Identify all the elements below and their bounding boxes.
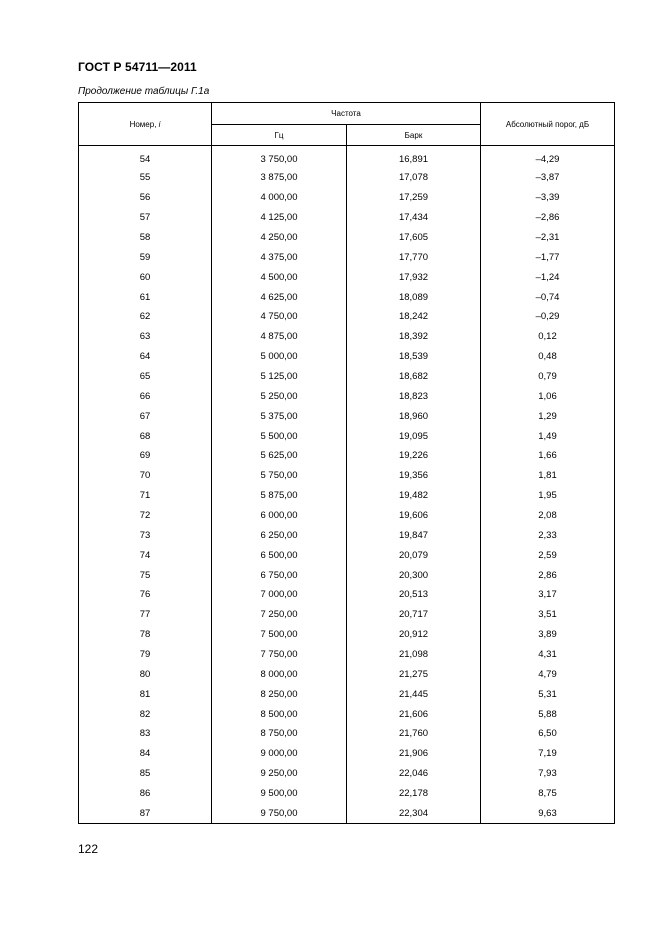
cell-hz: 9 250,00 (212, 764, 347, 784)
cell-number: 57 (79, 208, 212, 228)
cell-bark: 18,539 (347, 347, 481, 367)
cell-bark: 21,445 (347, 684, 481, 704)
cell-number: 86 (79, 784, 212, 804)
cell-number: 62 (79, 307, 212, 327)
table-row (79, 347, 615, 367)
cell-threshold: 2,08 (481, 506, 615, 526)
cell-number: 71 (79, 486, 212, 506)
cell-hz: 8 000,00 (212, 664, 347, 684)
cell-threshold: 3,51 (481, 605, 615, 625)
cell-threshold: 2,86 (481, 565, 615, 585)
cell-bark: 21,760 (347, 724, 481, 744)
table-row (79, 188, 615, 208)
cell-number: 60 (79, 267, 212, 287)
cell-hz: 4 500,00 (212, 267, 347, 287)
cell-hz: 5 625,00 (212, 446, 347, 466)
cell-threshold: –2,86 (481, 208, 615, 228)
column-header-threshold: Абсолютный порог, дБ (481, 103, 615, 146)
cell-bark: 17,770 (347, 247, 481, 267)
cell-hz: 5 000,00 (212, 347, 347, 367)
table-row (79, 625, 615, 645)
cell-number: 84 (79, 744, 212, 764)
table-row (79, 486, 615, 506)
cell-number: 76 (79, 585, 212, 605)
cell-bark: 21,098 (347, 645, 481, 665)
cell-hz: 9 750,00 (212, 804, 347, 824)
cell-number: 54 (79, 146, 212, 169)
cell-number: 81 (79, 684, 212, 704)
cell-threshold: 3,89 (481, 625, 615, 645)
cell-number: 78 (79, 625, 212, 645)
cell-threshold: 2,59 (481, 545, 615, 565)
table-row (79, 764, 615, 784)
table-row (79, 327, 615, 347)
cell-bark: 22,046 (347, 764, 481, 784)
table-row (79, 585, 615, 605)
cell-threshold: 0,79 (481, 367, 615, 387)
table-row (79, 426, 615, 446)
cell-threshold: 5,88 (481, 704, 615, 724)
cell-threshold: 1,81 (481, 466, 615, 486)
cell-hz: 5 500,00 (212, 426, 347, 446)
cell-threshold: 2,33 (481, 525, 615, 545)
cell-hz: 4 375,00 (212, 247, 347, 267)
cell-bark: 17,932 (347, 267, 481, 287)
cell-bark: 17,605 (347, 228, 481, 248)
cell-number: 63 (79, 327, 212, 347)
cell-threshold: 6,50 (481, 724, 615, 744)
cell-hz: 4 750,00 (212, 307, 347, 327)
cell-bark: 19,226 (347, 446, 481, 466)
cell-number: 70 (79, 466, 212, 486)
cell-bark: 18,392 (347, 327, 481, 347)
cell-threshold: 1,49 (481, 426, 615, 446)
table-row (79, 605, 615, 625)
table-row (79, 228, 615, 248)
table-row (79, 287, 615, 307)
table-row (79, 804, 615, 824)
cell-threshold: 5,31 (481, 684, 615, 704)
cell-bark: 20,717 (347, 605, 481, 625)
cell-number: 65 (79, 367, 212, 387)
cell-hz: 5 750,00 (212, 466, 347, 486)
cell-hz: 3 875,00 (212, 168, 347, 188)
cell-number: 66 (79, 386, 212, 406)
cell-threshold: –2,31 (481, 228, 615, 248)
cell-bark: 17,078 (347, 168, 481, 188)
table-row (79, 247, 615, 267)
table-row (79, 525, 615, 545)
cell-bark: 21,606 (347, 704, 481, 724)
cell-bark: 20,513 (347, 585, 481, 605)
cell-threshold: 1,95 (481, 486, 615, 506)
cell-bark: 21,275 (347, 664, 481, 684)
cell-hz: 8 250,00 (212, 684, 347, 704)
table-row (79, 565, 615, 585)
cell-number: 72 (79, 506, 212, 526)
threshold-table (78, 102, 615, 824)
cell-number: 58 (79, 228, 212, 248)
document-title: ГОСТ Р 54711—2011 (78, 60, 197, 74)
cell-bark: 18,960 (347, 406, 481, 426)
cell-threshold: 1,29 (481, 406, 615, 426)
cell-bark: 20,300 (347, 565, 481, 585)
cell-bark: 22,304 (347, 804, 481, 824)
cell-hz: 4 625,00 (212, 287, 347, 307)
cell-hz: 5 375,00 (212, 406, 347, 426)
cell-hz: 6 750,00 (212, 565, 347, 585)
table-row (79, 784, 615, 804)
cell-threshold: 4,79 (481, 664, 615, 684)
cell-bark: 17,434 (347, 208, 481, 228)
cell-hz: 3 750,00 (212, 146, 347, 169)
cell-hz: 7 500,00 (212, 625, 347, 645)
cell-threshold: –1,77 (481, 247, 615, 267)
cell-hz: 7 750,00 (212, 645, 347, 665)
table-row (79, 545, 615, 565)
cell-bark: 19,095 (347, 426, 481, 446)
table-row (79, 724, 615, 744)
cell-threshold: –3,87 (481, 168, 615, 188)
cell-threshold: –3,39 (481, 188, 615, 208)
cell-threshold: 0,48 (481, 347, 615, 367)
cell-bark: 19,356 (347, 466, 481, 486)
cell-bark: 19,482 (347, 486, 481, 506)
cell-threshold: –0,74 (481, 287, 615, 307)
cell-hz: 6 000,00 (212, 506, 347, 526)
cell-number: 69 (79, 446, 212, 466)
cell-bark: 16,891 (347, 146, 481, 169)
table-row (79, 146, 615, 169)
table-row (79, 664, 615, 684)
cell-number: 68 (79, 426, 212, 446)
table-row (79, 208, 615, 228)
cell-bark: 18,823 (347, 386, 481, 406)
cell-number: 77 (79, 605, 212, 625)
table-row (79, 406, 615, 426)
cell-number: 80 (79, 664, 212, 684)
cell-bark: 19,606 (347, 506, 481, 526)
cell-hz: 5 125,00 (212, 367, 347, 387)
cell-threshold: 1,06 (481, 386, 615, 406)
cell-threshold: –0,29 (481, 307, 615, 327)
page-number: 122 (78, 842, 99, 856)
table-row (79, 267, 615, 287)
cell-hz: 4 875,00 (212, 327, 347, 347)
cell-hz: 7 000,00 (212, 585, 347, 605)
table-row (79, 704, 615, 724)
cell-number: 64 (79, 347, 212, 367)
cell-threshold: –1,24 (481, 267, 615, 287)
cell-threshold: 0,12 (481, 327, 615, 347)
cell-hz: 9 500,00 (212, 784, 347, 804)
cell-bark: 18,682 (347, 367, 481, 387)
table-row (79, 684, 615, 704)
table-row (79, 367, 615, 387)
table-row (79, 386, 615, 406)
column-header-hz: Гц (212, 125, 347, 146)
cell-number: 59 (79, 247, 212, 267)
cell-hz: 4 000,00 (212, 188, 347, 208)
column-header-bark: Барк (347, 125, 481, 146)
table-caption: Продолжение таблицы Г.1а (78, 86, 210, 97)
cell-number: 67 (79, 406, 212, 426)
table-row (79, 307, 615, 327)
cell-hz: 6 500,00 (212, 545, 347, 565)
cell-number: 56 (79, 188, 212, 208)
cell-threshold: 9,63 (481, 804, 615, 824)
cell-bark: 20,912 (347, 625, 481, 645)
table-row (79, 645, 615, 665)
table-row (79, 168, 615, 188)
cell-threshold: 1,66 (481, 446, 615, 466)
cell-number: 75 (79, 565, 212, 585)
cell-number: 74 (79, 545, 212, 565)
cell-number: 82 (79, 704, 212, 724)
cell-bark: 18,089 (347, 287, 481, 307)
cell-bark: 21,906 (347, 744, 481, 764)
cell-bark: 20,079 (347, 545, 481, 565)
table-row (79, 446, 615, 466)
cell-hz: 5 250,00 (212, 386, 347, 406)
cell-number: 61 (79, 287, 212, 307)
table-row (79, 506, 615, 526)
cell-bark: 22,178 (347, 784, 481, 804)
table-row (79, 744, 615, 764)
cell-hz: 5 875,00 (212, 486, 347, 506)
column-header-frequency: Частота (212, 103, 481, 125)
cell-hz: 6 250,00 (212, 525, 347, 545)
cell-bark: 19,847 (347, 525, 481, 545)
cell-hz: 9 000,00 (212, 744, 347, 764)
cell-hz: 8 500,00 (212, 704, 347, 724)
cell-number: 85 (79, 764, 212, 784)
cell-bark: 17,259 (347, 188, 481, 208)
cell-hz: 4 125,00 (212, 208, 347, 228)
cell-threshold: 4,31 (481, 645, 615, 665)
cell-bark: 18,242 (347, 307, 481, 327)
cell-hz: 4 250,00 (212, 228, 347, 248)
table-body (79, 146, 615, 824)
cell-threshold: 8,75 (481, 784, 615, 804)
cell-threshold: –4,29 (481, 146, 615, 169)
cell-hz: 7 250,00 (212, 605, 347, 625)
cell-number: 83 (79, 724, 212, 744)
cell-number: 79 (79, 645, 212, 665)
cell-hz: 8 750,00 (212, 724, 347, 744)
cell-threshold: 7,93 (481, 764, 615, 784)
cell-threshold: 7,19 (481, 744, 615, 764)
table-row (79, 466, 615, 486)
cell-number: 87 (79, 804, 212, 824)
column-header-number: Номер, i (79, 103, 212, 146)
cell-number: 73 (79, 525, 212, 545)
cell-threshold: 3,17 (481, 585, 615, 605)
cell-number: 55 (79, 168, 212, 188)
